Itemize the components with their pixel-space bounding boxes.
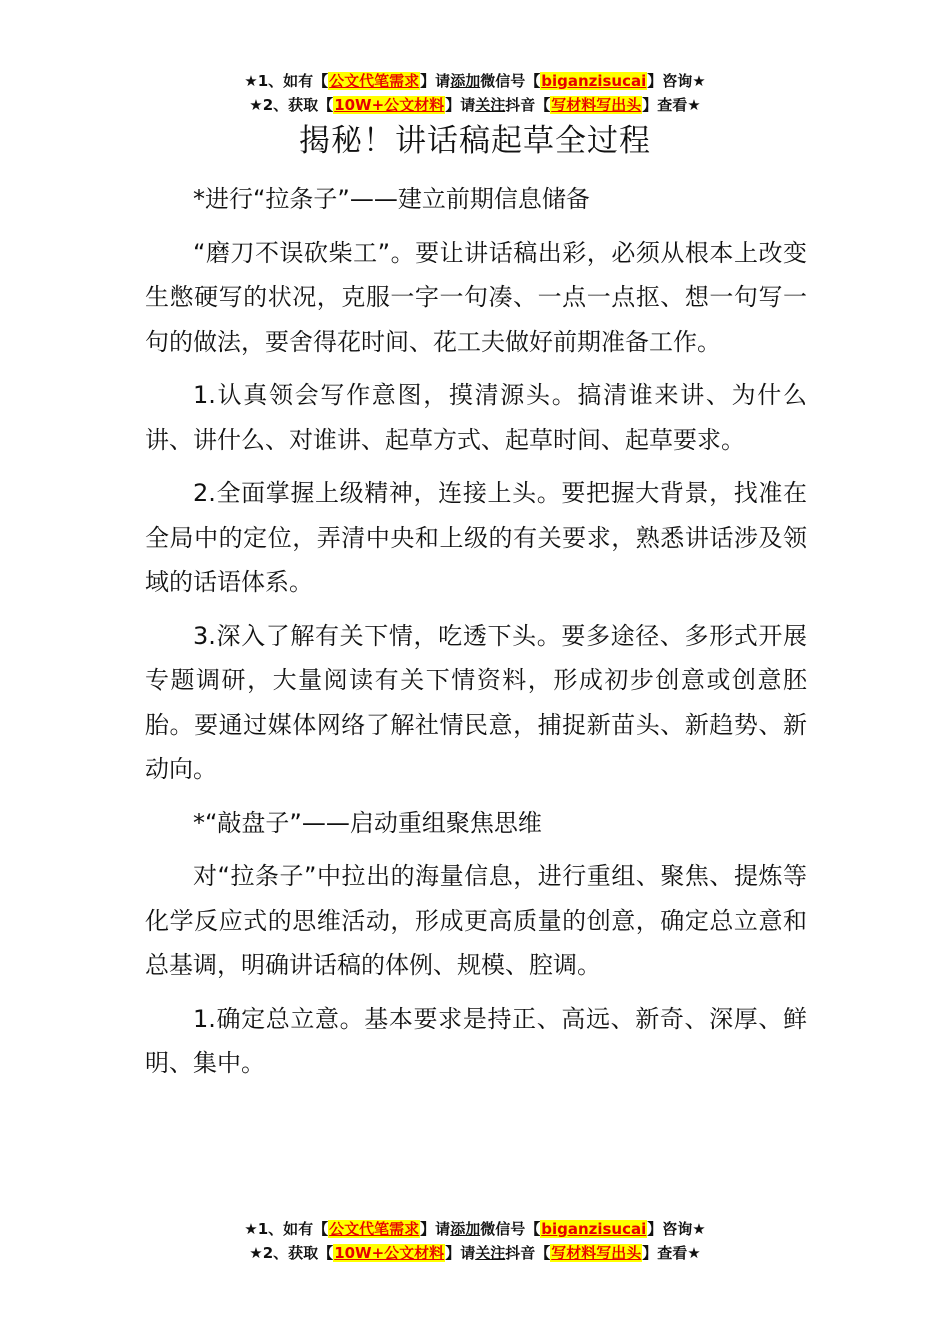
document-body <box>145 177 807 1095</box>
banner-highlight: 10W+公文材料 <box>334 1244 445 1262</box>
paragraph: 2.全面掌握上级精神，连接上头。要把握大背景，找准在全局中的定位，弄清中央和上级的有关要求，熟悉讲话涉及领域的话语体系。 <box>145 479 807 596</box>
banner-line-1 <box>0 1217 950 1241</box>
banner-highlight: 10W+公文材料 <box>334 96 445 114</box>
paragraph: 1.确定总立意。基本要求是持正、高远、新奇、深厚、鲜明、集中。 <box>145 1004 807 1077</box>
banner-line-2 <box>0 93 950 117</box>
banner-highlight: 公文代笔需求 <box>329 1220 420 1238</box>
paragraph: 对“拉条子”中拉出的海量信息，进行重组、聚焦、提炼等化学反应式的思维活动，形成更高质量的创意，确定总立意和总基调，明确讲话稿的体例、规模、腔调。 <box>145 862 807 979</box>
section-heading: *“敲盘子”——启动重组聚焦思维 <box>193 808 542 837</box>
bottom-banner <box>0 1217 950 1265</box>
banner-underlined-text: 添加 <box>450 72 481 90</box>
banner-text: 抖音【 <box>505 1244 551 1262</box>
top-banner <box>0 69 950 117</box>
banner-underlined-text: 添加 <box>450 1220 481 1238</box>
section-heading: *进行“拉条子”——建立前期信息储备 <box>193 185 590 213</box>
banner-highlight: 写材料写出头 <box>551 1244 642 1262</box>
banner-highlight: 公文代笔需求 <box>329 72 420 90</box>
banner-text: ★2、获取【 <box>249 96 334 114</box>
banner-text: 】请 <box>420 72 451 90</box>
paragraph: 3.深入了解有关下情，吃透下头。要多途径、多形式开展专题调研，大量阅读有关下情资料，形成初步创意或创意胚胎。要通过媒体网络了解社情民意，捕捉新苗头、新趋势、新动向。 <box>145 621 807 783</box>
document-title: 揭秘！讲话稿起草全过程 <box>299 123 651 159</box>
banner-text: 】查看★ <box>642 1244 701 1262</box>
banner-highlight: biganzisucai <box>541 1220 647 1238</box>
banner-text: ★1、如有【 <box>244 1220 329 1238</box>
banner-text: 】咨询★ <box>647 72 706 90</box>
banner-text: 】咨询★ <box>647 1220 706 1238</box>
banner-text: 微信号【 <box>480 72 541 90</box>
banner-highlight: 写材料写出头 <box>551 96 642 114</box>
banner-underlined-text: 关注 <box>475 1244 506 1262</box>
paragraph: 1.认真领会写作意图，摸清源头。搞清谁来讲、为什么讲、讲什么、对谁讲、起草方式、起草时间、起草要求。 <box>145 381 807 454</box>
banner-text: 】请 <box>445 1244 476 1262</box>
banner-text: ★2、获取【 <box>249 1244 334 1262</box>
paragraph: “磨刀不误砍柴工”。要让讲话稿出彩，必须从根本上改变生憋硬写的状况，克服一字一句凑、一点一点抠、想一句写一句的做法，要舍得花时间、花工夫做好前期准备工作。 <box>145 238 807 356</box>
banner-text: 微信号【 <box>480 1220 541 1238</box>
banner-text: 抖音【 <box>505 96 551 114</box>
banner-text: ★1、如有【 <box>244 72 329 90</box>
banner-line-2 <box>0 1241 950 1265</box>
banner-text: 】请 <box>445 96 476 114</box>
banner-highlight: biganzisucai <box>541 72 647 90</box>
banner-text: 】请 <box>420 1220 451 1238</box>
banner-underlined-text: 关注 <box>475 96 506 114</box>
banner-text: 】查看★ <box>642 96 701 114</box>
banner-line-1 <box>0 69 950 93</box>
